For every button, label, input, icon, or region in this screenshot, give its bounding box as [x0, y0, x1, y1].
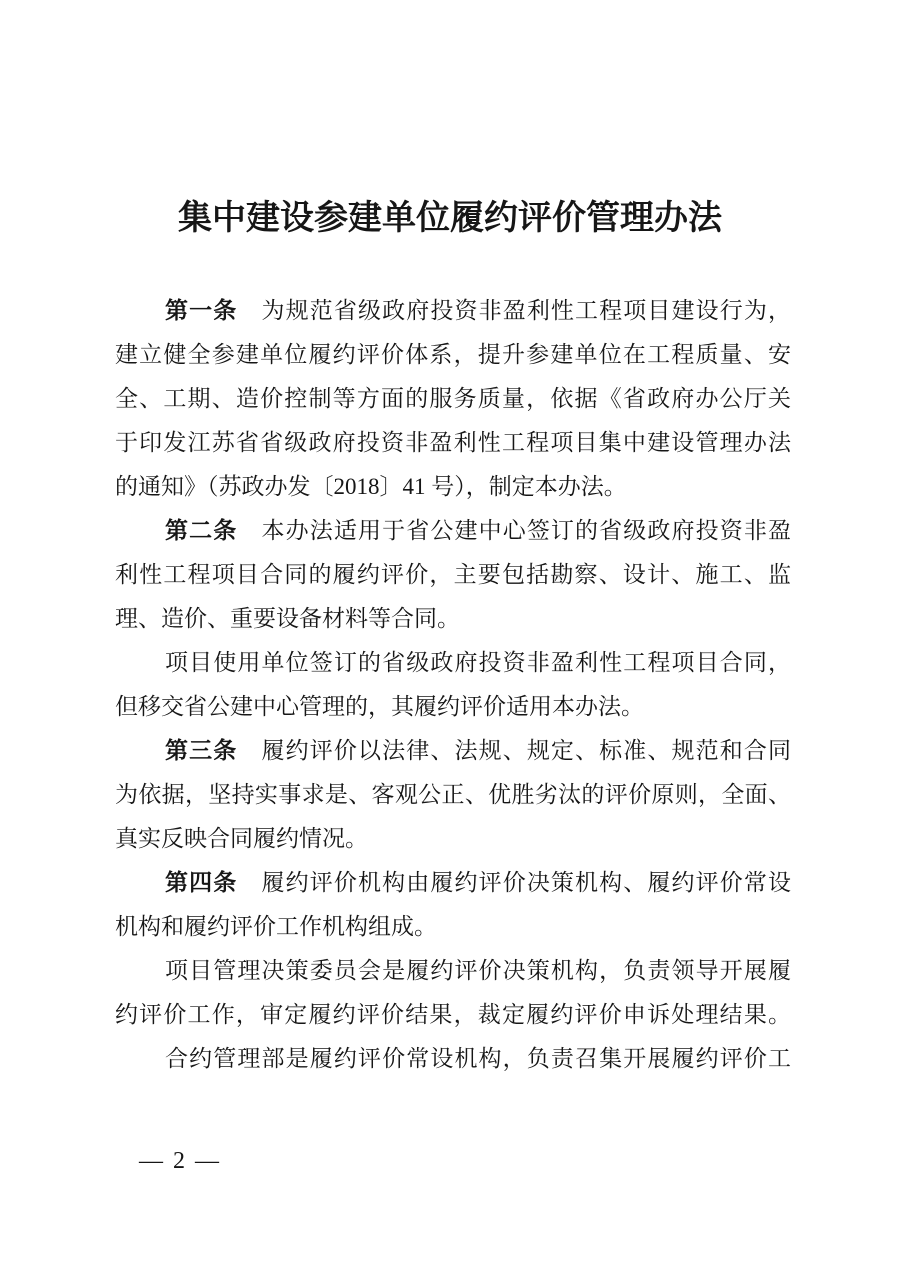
text-line: 机构和履约评价工作机构组成。 [115, 914, 437, 939]
text-line: 但移交省公建中心管理的，其履约评价适用本办法。 [115, 694, 644, 719]
text-line: 利性工程项目合同的履约评价，主要包括勘察、设计、施工、监 [115, 562, 791, 587]
text-line: 第一条 为规范省级政府投资非盈利性工程项目建设行为， [165, 298, 792, 323]
text-line: 第三条 履约评价以法律、法规、规定、标准、规范和合同 [165, 738, 792, 763]
text-line: 合约管理部是履约评价常设机构，负责召集开展履约评价工 [165, 1046, 791, 1071]
article-number: 第二条 [165, 518, 238, 543]
text-line: 项目使用单位签订的省级政府投资非盈利性工程项目合同， [165, 650, 791, 675]
page-number: — 2 — [139, 1148, 221, 1174]
article-number: 第三条 [165, 738, 238, 763]
text-line: 的通知》（苏政办发〔2018〕41 号），制定本办法。 [115, 474, 627, 499]
document-body [115, 289, 791, 1081]
text-line: 项目管理决策委员会是履约评价决策机构，负责领导开展履 [165, 958, 791, 983]
text-line: 建立健全参建单位履约评价体系，提升参建单位在工程质量、安 [115, 342, 791, 367]
document-title: 集中建设参建单位履约评价管理办法 [178, 200, 722, 237]
article-number: 第四条 [165, 870, 238, 895]
text-line: 第二条 本办法适用于省公建中心签订的省级政府投资非盈 [165, 518, 792, 543]
text-line: 约评价工作，审定履约评价结果，裁定履约评价申诉处理结果。 [115, 1002, 791, 1027]
text-line: 第四条 履约评价机构由履约评价决策机构、履约评价常设 [165, 870, 792, 895]
text-line: 理、造价、重要设备材料等合同。 [115, 606, 460, 631]
text-line: 于印发江苏省省级政府投资非盈利性工程项目集中建设管理办法 [115, 430, 791, 455]
text-line: 全、工期、造价控制等方面的服务质量，依据《省政府办公厅关 [115, 386, 791, 411]
text-line: 为依据，坚持实事求是、客观公正、优胜劣汰的评价原则，全面、 [115, 782, 791, 807]
text-line: 真实反映合同履约情况。 [115, 826, 368, 851]
article-number: 第一条 [165, 298, 238, 323]
